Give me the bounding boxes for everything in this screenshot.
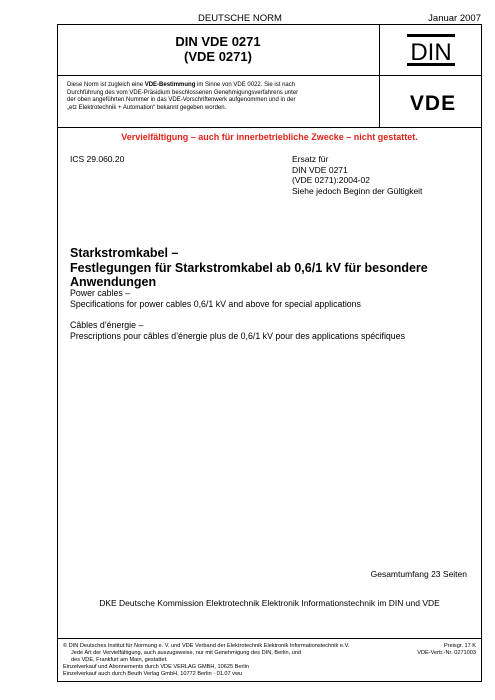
replaces-line: Ersatz für xyxy=(292,154,329,164)
title-english xyxy=(70,288,361,310)
vde-note-line: der oben angeführten Nummer in das VDE-Vorschriftenwerk aufgenommen und in der xyxy=(67,97,296,104)
title-german-line: Starkstromkabel – xyxy=(70,246,179,260)
title-german-line: Festlegungen für Starkstromkabel ab 0,6/1 kV für besondere xyxy=(70,260,428,275)
copy-warning: Vervielfältigung – auch für innerbetriebliche Zwecke – nicht gestattet. xyxy=(121,132,418,142)
replaces-line: (VDE 0271):2004-02 xyxy=(292,175,370,185)
footer-line: des VDE, Frankfurt am Main, gestattet. xyxy=(71,656,168,663)
replaces-block xyxy=(292,154,422,196)
page-count: Gesamtumfang 23 Seiten xyxy=(370,569,467,579)
footer-line: Einzelverkauf auch durch Beuth Verlag GmbH, 10772 Berlin · 01.07 vwu xyxy=(63,670,243,677)
title-french xyxy=(70,320,405,342)
title-english-line: Power cables – xyxy=(70,288,131,298)
vde-note-line: Diese Norm ist zugleich eine VDE-Bestimmung im Sinne von VDE 0022. Sie ist nach xyxy=(67,82,296,88)
replaces-line: Siehe jedoch Beginn der Gültigkeit xyxy=(292,185,423,196)
issue-date: Januar 2007 xyxy=(428,13,481,24)
footer-copyright xyxy=(63,643,393,678)
footer-line: © DIN Deutsches Institut für Normung e. V. und VDE Verband der Elektrotechnik Elektronik Informationstechnik e.V. xyxy=(63,643,350,649)
title-german-line: Anwendungen xyxy=(70,275,157,289)
committee-line: DKE Deutsche Kommission Elektrotechnik Elektronik Informationstechnik im DIN und VDE xyxy=(99,598,440,608)
din-logo-box xyxy=(380,24,482,76)
standard-number: DIN VDE 0271 xyxy=(175,34,261,49)
norm-label: DEUTSCHE NORM xyxy=(198,13,282,24)
vde-logo xyxy=(380,76,482,128)
title-german xyxy=(70,246,470,290)
title-french-line: Prescriptions pour câbles d’énergie plus de 0,6/1 kV pour des applications spécifiques xyxy=(70,331,405,341)
vde-logo-box xyxy=(380,76,482,128)
vde-note-line: „etz Elektrotechnik + Automation“ bekannt gegeben worden. xyxy=(67,104,227,111)
replaces-line: DIN VDE 0271 xyxy=(292,164,348,175)
din-logo xyxy=(380,24,482,76)
standard-number-alt: (VDE 0271) xyxy=(184,49,252,64)
vde-note xyxy=(57,76,380,128)
din-logo-text: DIN xyxy=(410,39,452,66)
order-number: VDE-Vertr.-Nr. 0271003 xyxy=(417,649,476,656)
price-group: Preisgr. 17 K xyxy=(443,643,476,649)
standard-number-box xyxy=(57,24,380,76)
ics-code: ICS 29.060.20 xyxy=(70,154,125,164)
footer xyxy=(57,638,482,682)
vde-logo-text: VDE xyxy=(409,92,457,115)
footer-price xyxy=(417,643,476,657)
footer-line: Einzelverkauf und Abonnements durch VDE VERLAG GMBH, 10625 Berlin xyxy=(63,663,249,670)
title-french-line: Câbles d’énergie – xyxy=(70,320,144,330)
footer-line: Jede Art der Vervielfältigung, auch auszugsweise, nur mit Genehmigung des DIN, Berlin, und xyxy=(71,649,302,656)
vde-note-line: Durchführung des vom VDE-Präsidium beschlossenen Genehmigungsverfahrens unter xyxy=(67,89,299,96)
title-english-line: Specifications for power cables 0,6/1 kV and above for special applications xyxy=(70,299,361,309)
